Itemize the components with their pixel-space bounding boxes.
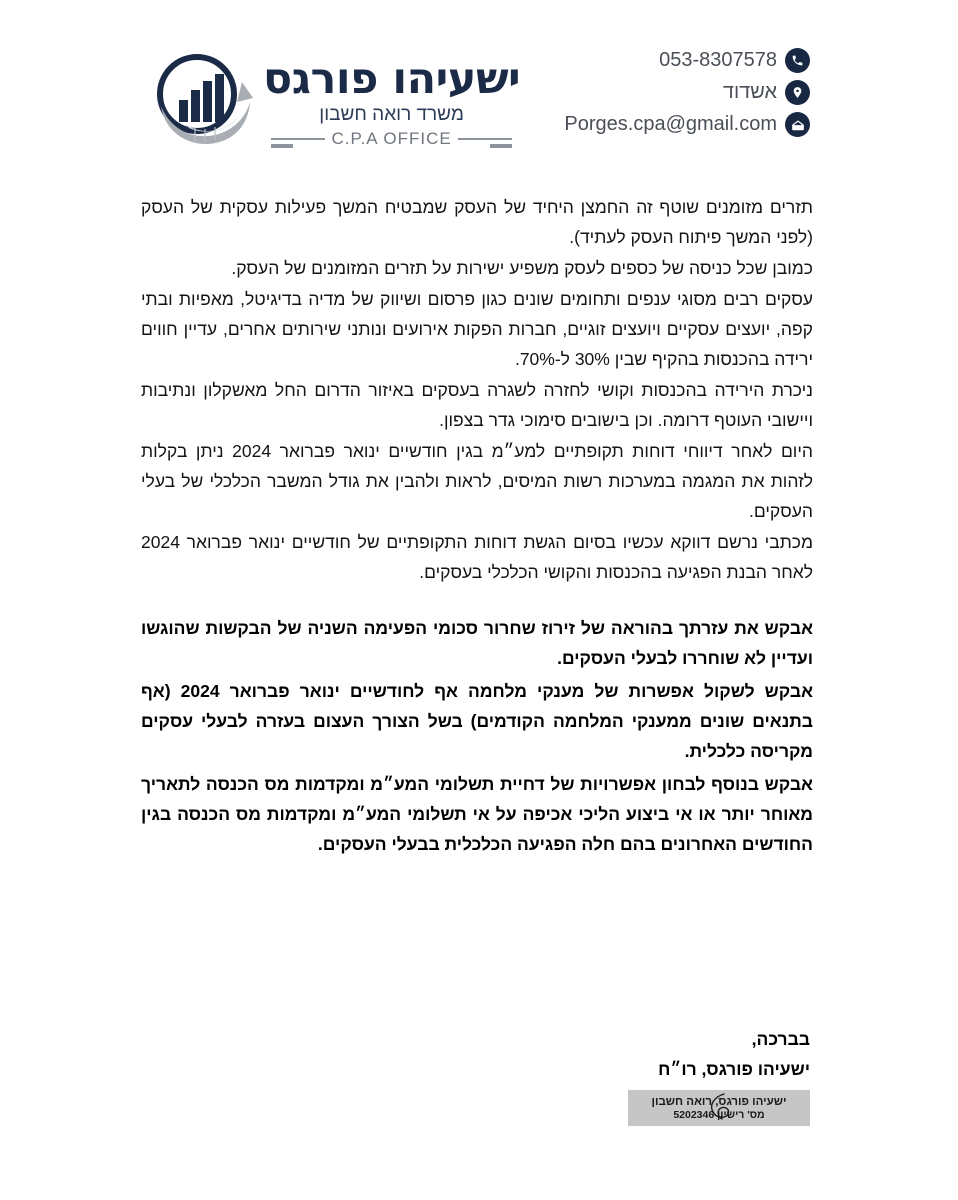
request-paragraph: אבקש בנוסף לבחון אפשרויות של דחיית תשלומי המע״מ ומקדמות מס הכנסה לתאריך מאוחר יותר או אי ביצוע הליכי אכיפה על אי תשלומי המע״מ ומקדמות מס הכנסה בגין החודשים האחרונים בהם חלה הפגיעה הכלכלית בבעלי העסקים.: [141, 774, 813, 854]
paragraph: תזרים מזומנים שוטף זה החמצן היחיד של העסק שמבטיח המשך פעילות עסקית של העסק (לפני המשך פיתוח העסק לעתיד).: [141, 197, 813, 247]
letter-text: [141, 192, 813, 862]
paragraph: עסקים רבים מסוגי ענפים ותחומים שונים כגון פרסום ושיווק של מדיה בדיגיטל, מאפיות ובתי קפה, יועצים עסקיים ויועצים זוגיים, חברות הפקות אירועים ונותני שירותים אחרים, עדיין חווים ירידה בהכנסות בהקיף שבין 30% ל-70%.: [141, 289, 813, 369]
stamp-license-line: מס' רישיון 5202346: [673, 1108, 765, 1121]
company-english-line: C.P.A OFFICE: [331, 129, 452, 148]
cpa-stamp: [628, 1090, 810, 1126]
phone-icon: [785, 48, 810, 73]
request-paragraph: אבקש לשקול אפשרות של מענקי מלחמה אף לחודשיים ינואר פברואר 2024 (אף בתנאים שונים ממענקי המלחמה הקודמים) בשל הצורך העצום בעזרה לבעלי עסקים מקריסה כלכלית.: [141, 681, 814, 761]
signature-area: [410, 1024, 810, 1126]
letterhead: [0, 42, 958, 167]
requests-section: [141, 613, 813, 859]
company-logo: [141, 42, 521, 162]
contact-row-location: [538, 80, 810, 105]
paragraph: כמובן שכל כניסה של כספים לעסק משפיע ישירות על תזרים המזומנים של העסק.: [231, 258, 813, 278]
signer-name: ישעיהו פורגס, רו״ח: [658, 1059, 810, 1079]
bar-chart-circle-emblem: [141, 44, 259, 156]
envelope-icon: [785, 112, 810, 137]
location-pin-icon: [785, 80, 810, 105]
company-name: ישעיהו פורגס: [263, 54, 521, 104]
closing-greeting: בברכה,: [751, 1029, 810, 1049]
contact-row-email: [538, 112, 810, 137]
contact-row-phone: [538, 48, 810, 73]
request-paragraph: אבקש את עזרתך בהוראה של זירוז שחרור סכומי הפעימה השניה של הבקשות שהוגשו ועדיין לא שוחררו לבעלי העסקים.: [141, 618, 813, 668]
stamp-name-line: ישעיהו פורגס, רואה חשבון: [651, 1095, 787, 1108]
paragraph: מכתבי נרשם דווקא עכשיו בסיום הגשת דוחות התקופתיים של חודשיים ינואר פברואר 2024 לאחר הבנת הפגיעה בהכנסות והקושי הכלכלי בעסקים.: [141, 532, 813, 582]
contact-location-value: אשדוד: [722, 81, 777, 103]
paragraph: היום לאחר דיווחי דוחות תקופתיים למע״מ בגין חודשיים ינואר פברואר 2024 ניתן בקלות לזהות את המגמה במערכות רשות המיסים, לראות ולהבין את גודל המשבר הכלכלי של בעלי העסקים.: [141, 441, 813, 521]
contact-details: [538, 48, 810, 137]
logo-text-group: [263, 42, 520, 149]
company-subtitle: משרד רואה חשבון: [319, 104, 464, 125]
paragraph: ניכרת הירידה בהכנסות וקושי לחזרה לשגרה בעסקים באיזור הדרום החל מאשקלון ונתיבות ויישובי העוטף דרומה. וכן בישובים סימוכי גדר בצפון.: [141, 380, 813, 430]
contact-phone-value[interactable]: 053-8307578: [659, 49, 777, 71]
logo-rule-right: [458, 138, 512, 140]
contact-email-value[interactable]: Porges.cpa@gmail.com: [564, 113, 777, 135]
logo-english-row: [263, 129, 520, 149]
logo-rule-left: [271, 138, 325, 140]
